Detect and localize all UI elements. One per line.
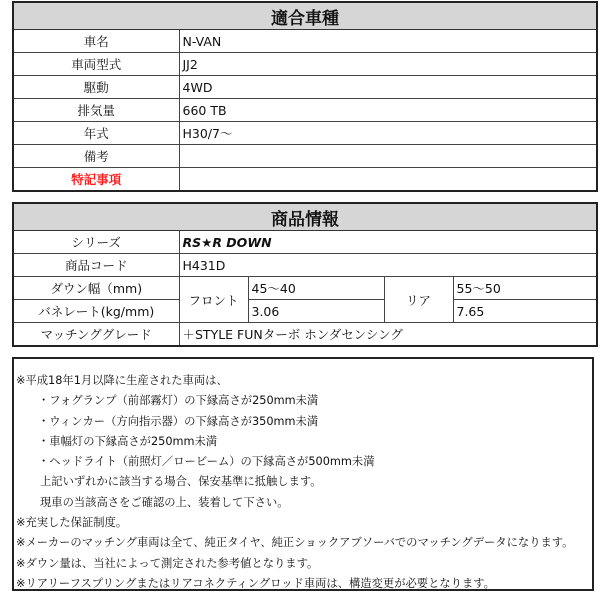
vehicle-fitment-table: [12, 1, 598, 192]
rear-spring-value: 7.65: [453, 300, 597, 323]
spring-label: バネレート(kg/mm): [13, 300, 179, 323]
front-spring-value: 3.06: [248, 300, 384, 323]
row-label: 年式: [13, 122, 179, 145]
rear-down-value: 55～50: [453, 277, 597, 300]
row-label: 排気量: [13, 99, 179, 122]
row-value: JJ2: [179, 53, 597, 76]
table-row: [13, 122, 597, 145]
note-line: 上記いずれかに該当する場合、保安基準に抵触します。: [40, 475, 322, 489]
down-label: ダウン幅（mm): [13, 277, 179, 300]
table-row: [13, 277, 597, 300]
note-line: ・ウィンカー（方向指示器）の下縁高さが350mm未満: [38, 414, 319, 428]
notes-box: [12, 357, 594, 591]
code-value: H431D: [179, 254, 597, 277]
table-row: [13, 99, 597, 122]
table-row: [13, 145, 597, 168]
note-line: 現車の当該高さをご確認の上、装着して下さい。: [40, 495, 289, 509]
code-label: 商品コード: [13, 254, 179, 277]
row-value: [179, 145, 597, 168]
row-value: 660 TB: [179, 99, 597, 122]
note-line: ※ダウン量は、当社によって測定された参考値となります。: [16, 556, 319, 570]
front-label: フロント: [179, 277, 248, 323]
row-label: 駆動: [13, 76, 179, 99]
table-row: [13, 168, 597, 192]
table-row: [13, 30, 597, 53]
note-line: ※充実した保証制度。: [16, 516, 128, 530]
table-row: [13, 254, 597, 277]
grade-value: ＋STYLE FUNターボ ホンダセンシング: [179, 323, 597, 347]
row-label: 備考: [13, 145, 179, 168]
row-value: 4WD: [179, 76, 597, 99]
row-value: [179, 168, 597, 192]
note-line: ・ヘッドライト（前照灯／ロービーム）の下縁高さが500mm未満: [38, 455, 375, 469]
row-value: H30/7～: [179, 122, 597, 145]
table-row: [13, 300, 597, 323]
note-line: ※メーカーのマッチング車両は全て、純正タイヤ、純正ショックアブソーバでのマッチングデータになります。: [16, 536, 574, 550]
front-down-value: 45～40: [248, 277, 384, 300]
rear-label: リア: [384, 277, 453, 323]
note-line: ・車幅灯の下縁高さが250mm未満: [38, 434, 218, 448]
note-line: ※リアリーフスプリングまたはリアコネクティングロッド車両は、構造変更が必要となります。: [16, 576, 495, 590]
vehicle-table-title: 適合車種: [13, 2, 597, 30]
special-notes-label: 特記事項: [13, 168, 179, 192]
series-label: シリーズ: [13, 231, 179, 254]
note-line: ※平成18年1月以降に生産された車両は、: [16, 374, 228, 387]
table-row: [13, 53, 597, 76]
product-info-table: [12, 202, 598, 347]
table-row: [13, 323, 597, 347]
grade-label: マッチンググレード: [13, 323, 179, 347]
note-line: ・フォグランプ（前部霧灯）の下縁高さが250mm未満: [38, 394, 319, 408]
row-label: 車名: [13, 30, 179, 53]
series-value: RS★R DOWN: [179, 231, 597, 254]
row-value: N-VAN: [179, 30, 597, 53]
product-table-title: 商品情報: [13, 203, 597, 231]
row-label: 車両型式: [13, 53, 179, 76]
table-row: [13, 76, 597, 99]
table-row: [13, 231, 597, 254]
